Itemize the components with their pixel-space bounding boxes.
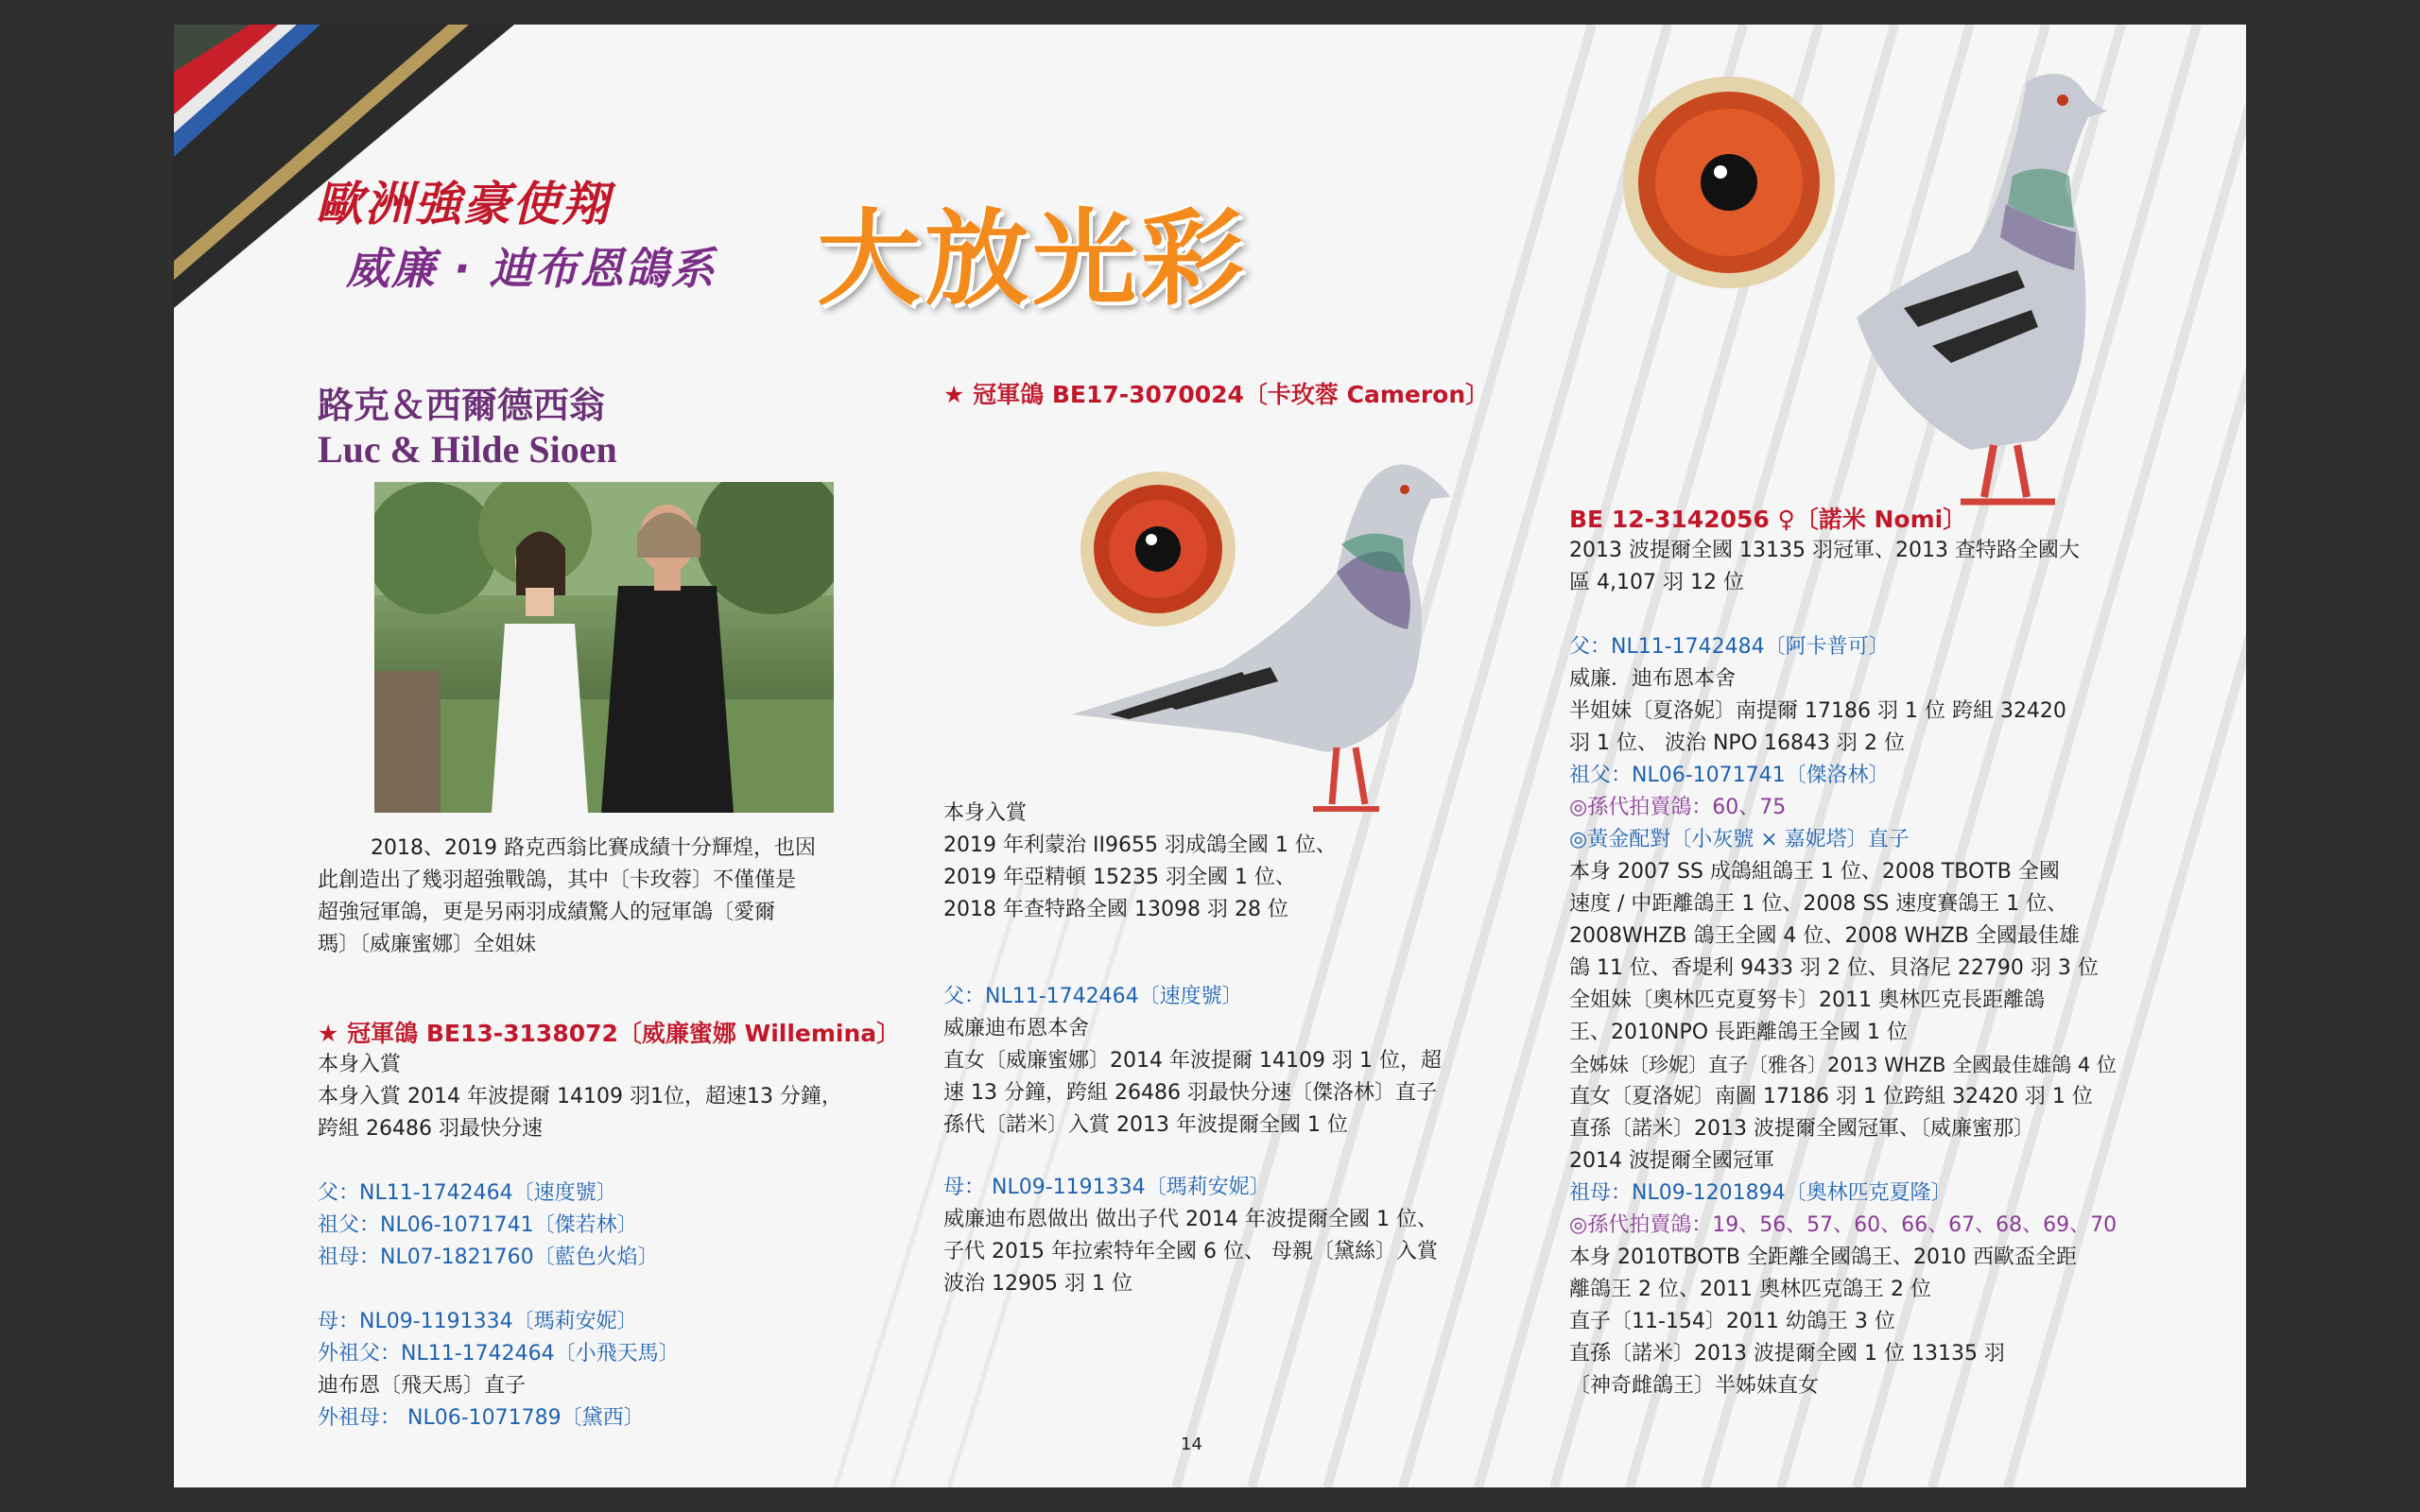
col2-bird-title: 冠軍鴿 BE17-3070024〔卡玫蓉 Cameron〕 (973, 381, 1490, 408)
grandfather-auction: ◎孫代拍賣鴿：60、75 (1569, 796, 1787, 819)
grandfather-note: 速度 / 中距離鴿王 1 位、2008 SS 速度賽鴿王 1 位、 (1569, 892, 2068, 916)
father-note: 直女〔威廉蜜娜〕2014 年波提爾 14109 羽 1 位，超 (943, 1049, 1442, 1073)
mother-note: 波治 12905 羽 1 位 (943, 1272, 1132, 1296)
father-note: 速 13 分鐘，跨組 26486 羽最快分速〔傑洛林〕直子 (943, 1081, 1437, 1105)
grandfather-note: 直孫〔諾米〕2013 波提爾全國冠軍、〔威廉蜜那〕 (1569, 1117, 2034, 1141)
result-line: 本身入賞 (943, 801, 1028, 825)
page-number: 14 (1181, 1435, 1202, 1454)
grandmother-note: 〔神奇雌鴿王〕半姊妹直女 (1569, 1374, 1820, 1398)
grandfather-note: 全姐妹〔奧林匹克夏努卡〕2011 奧林匹克長距離鴿 (1569, 988, 2045, 1012)
header-line2: 威廉 · 迪布恩鴿系 (346, 243, 717, 294)
mother-note: 威廉迪布恩做出 做出子代 2014 年波提爾全國 1 位、 (943, 1208, 1438, 1231)
result-line: 本身入賞 (318, 1053, 402, 1076)
col2-results (943, 798, 1337, 926)
header-line1: 歐洲強豪使翔 (316, 177, 611, 232)
intro-line: 2018、2019 路克西翁比賽成績十分輝煌，也因 (371, 836, 816, 860)
owner-name-cn: 路克＆西爾德西翁 (318, 384, 606, 426)
grandmother-line: 祖母：NL09-1201894〔奧林匹克夏隆〕 (1569, 1181, 1952, 1205)
grandfather-line: 祖父：NL06-1071741〔傑洛林〕 (1569, 764, 1890, 787)
result-line: 本身入賞 2014 年波提爾 14109 羽1位，超速13 分鐘， (318, 1085, 842, 1108)
intro-line: 瑪〕〔威廉蜜娜〕全姐妹 (318, 933, 537, 956)
pedigree-line: 祖父：NL06-1071741〔傑若林〕 (318, 1213, 638, 1237)
grandfather-note: 本身 2007 SS 成鴿組鴿王 1 位、2008 TBOTB 全國 (1569, 860, 2060, 884)
nomi-pigeon-image (1800, 62, 2197, 516)
magazine-page (174, 25, 2246, 1487)
intro-line: 此創造出了幾羽超強戰鴿，其中〔卡玫蓉〕不僅僅是 (318, 868, 797, 892)
col2-bird-heading (943, 376, 1489, 410)
grandmother-auction: ◎孫代拍賣鴿：19、56、57、60、66、67、68、69、70 (1569, 1213, 2118, 1237)
col1-bird-heading (318, 1015, 900, 1049)
grandmother-note: 本身 2010TBOTB 全距離全國鴿王、2010 西歐盃全距 (1569, 1246, 2077, 1269)
result-line: 2019 年亞精頓 15235 羽全國 1 位、 (943, 866, 1296, 889)
col1-results (318, 1049, 842, 1145)
col3-bird-title: BE 12-3142056 ♀〔諾米 Nomi〕 (1569, 506, 1967, 533)
golden-pair-line: ◎黃金配對〔小灰號 × 嘉妮塔〕直子 (1569, 828, 1910, 851)
result-line: 2013 波提爾全國 13135 羽冠軍、2013 查特路全國大 (1569, 539, 2080, 562)
father-line: 父：NL11-1742484〔阿卡普可〕 (1569, 635, 1890, 659)
maternal-grandfather-line: 外祖父：NL11-1742464〔小飛天馬〕 (318, 1342, 680, 1366)
col2-father (943, 981, 1442, 1142)
col1-bird-title: 冠軍鴿 BE13-3138072〔威廉蜜娜 Willemina〕 (347, 1020, 901, 1047)
grandmother-note: 直子〔11-154〕2011 幼鴿王 3 位 (1569, 1310, 1895, 1333)
col1-intro (318, 833, 816, 961)
grandfather-note: 2008WHZB 鴿王全國 4 位、2008 WHZB 全國最佳雄 (1569, 924, 2080, 948)
pedigree-line: 祖母：NL07-1821760〔藍色火焰〕 (318, 1246, 659, 1269)
grandfather-note: 全姊妹〔珍妮〕直子〔雅各〕2013 WHZB 全國最佳雄鴿 4 位 (1569, 1054, 2117, 1076)
grandmother-note: 離鴿王 2 位、2011 奧林匹克鴿王 2 位 (1569, 1278, 1931, 1301)
grandfather-note: 王、2010NPO 長距離鴿王全國 1 位 (1569, 1021, 1909, 1044)
col1-pedigree-father (318, 1177, 659, 1274)
star-icon: ★ (318, 1020, 339, 1047)
grandmother-note: 直孫〔諾米〕2013 波提爾全國 1 位 13135 羽 (1569, 1342, 2005, 1366)
col3-results (1569, 535, 2080, 599)
cameron-pigeon-image (1053, 431, 1545, 828)
result-line: 2019 年利蒙治 II9655 羽成鴿全國 1 位、 (943, 833, 1337, 857)
father-note: 威廉．迪布恩本舍 (1569, 667, 1737, 691)
result-line: 跨組 26486 羽最快分速 (318, 1117, 543, 1141)
star-icon: ★ (943, 381, 965, 408)
owner-name-en: Luc & Hilde Sioen (318, 428, 617, 471)
col1-pedigree-mother (318, 1306, 680, 1435)
grandfather-note: 直女〔夏洛妮〕南圖 17186 羽 1 位跨組 32420 羽 1 位 (1569, 1085, 2093, 1108)
father-note: 威廉迪布恩本舍 (943, 1017, 1090, 1040)
owners-photo (374, 482, 834, 813)
result-line: 區 4,107 羽 12 位 (1569, 571, 1744, 594)
mother-line: 母：NL09-1191334〔瑪莉安妮〕 (318, 1310, 638, 1333)
father-line: 父：NL11-1742464〔速度號〕 (943, 985, 1243, 1008)
header-big-title: 大放光彩 (817, 198, 1248, 319)
grandfather-note: 2014 波提爾全國冠軍 (1569, 1149, 1774, 1173)
maternal-grandmother-line: 外祖母： NL06-1071789〔黛西〕 (318, 1406, 645, 1430)
col3-father (1569, 631, 2117, 1402)
pedigree-line: 父：NL11-1742464〔速度號〕 (318, 1181, 617, 1205)
result-line: 2018 年查特路全國 13098 羽 28 位 (943, 898, 1288, 921)
maternal-grandfather-note: 迪布恩〔飛天馬〕直子 (318, 1374, 527, 1398)
intro-line: 超強冠軍鴿，更是另兩羽成績驚人的冠軍鴿〔愛爾 (318, 901, 776, 924)
father-note: 羽 1 位、 波治 NPO 16843 羽 2 位 (1569, 731, 1905, 755)
mother-note: 子代 2015 年拉索特年全國 6 位、 母親〔黛絲〕入賞 (943, 1240, 1438, 1263)
mother-line: 母： NL09-1191334〔瑪莉安妮〕 (943, 1176, 1270, 1199)
grandfather-note: 鴿 11 位、香堤利 9433 羽 2 位、貝洛尼 22790 羽 3 位 (1569, 956, 2099, 980)
father-note: 半姐妹〔夏洛妮〕南提爾 17186 羽 1 位 跨組 32420 (1569, 699, 2066, 723)
father-note: 孫代〔諾米〕入賞 2013 年波提爾全國 1 位 (943, 1113, 1348, 1137)
col2-mother (943, 1172, 1438, 1300)
